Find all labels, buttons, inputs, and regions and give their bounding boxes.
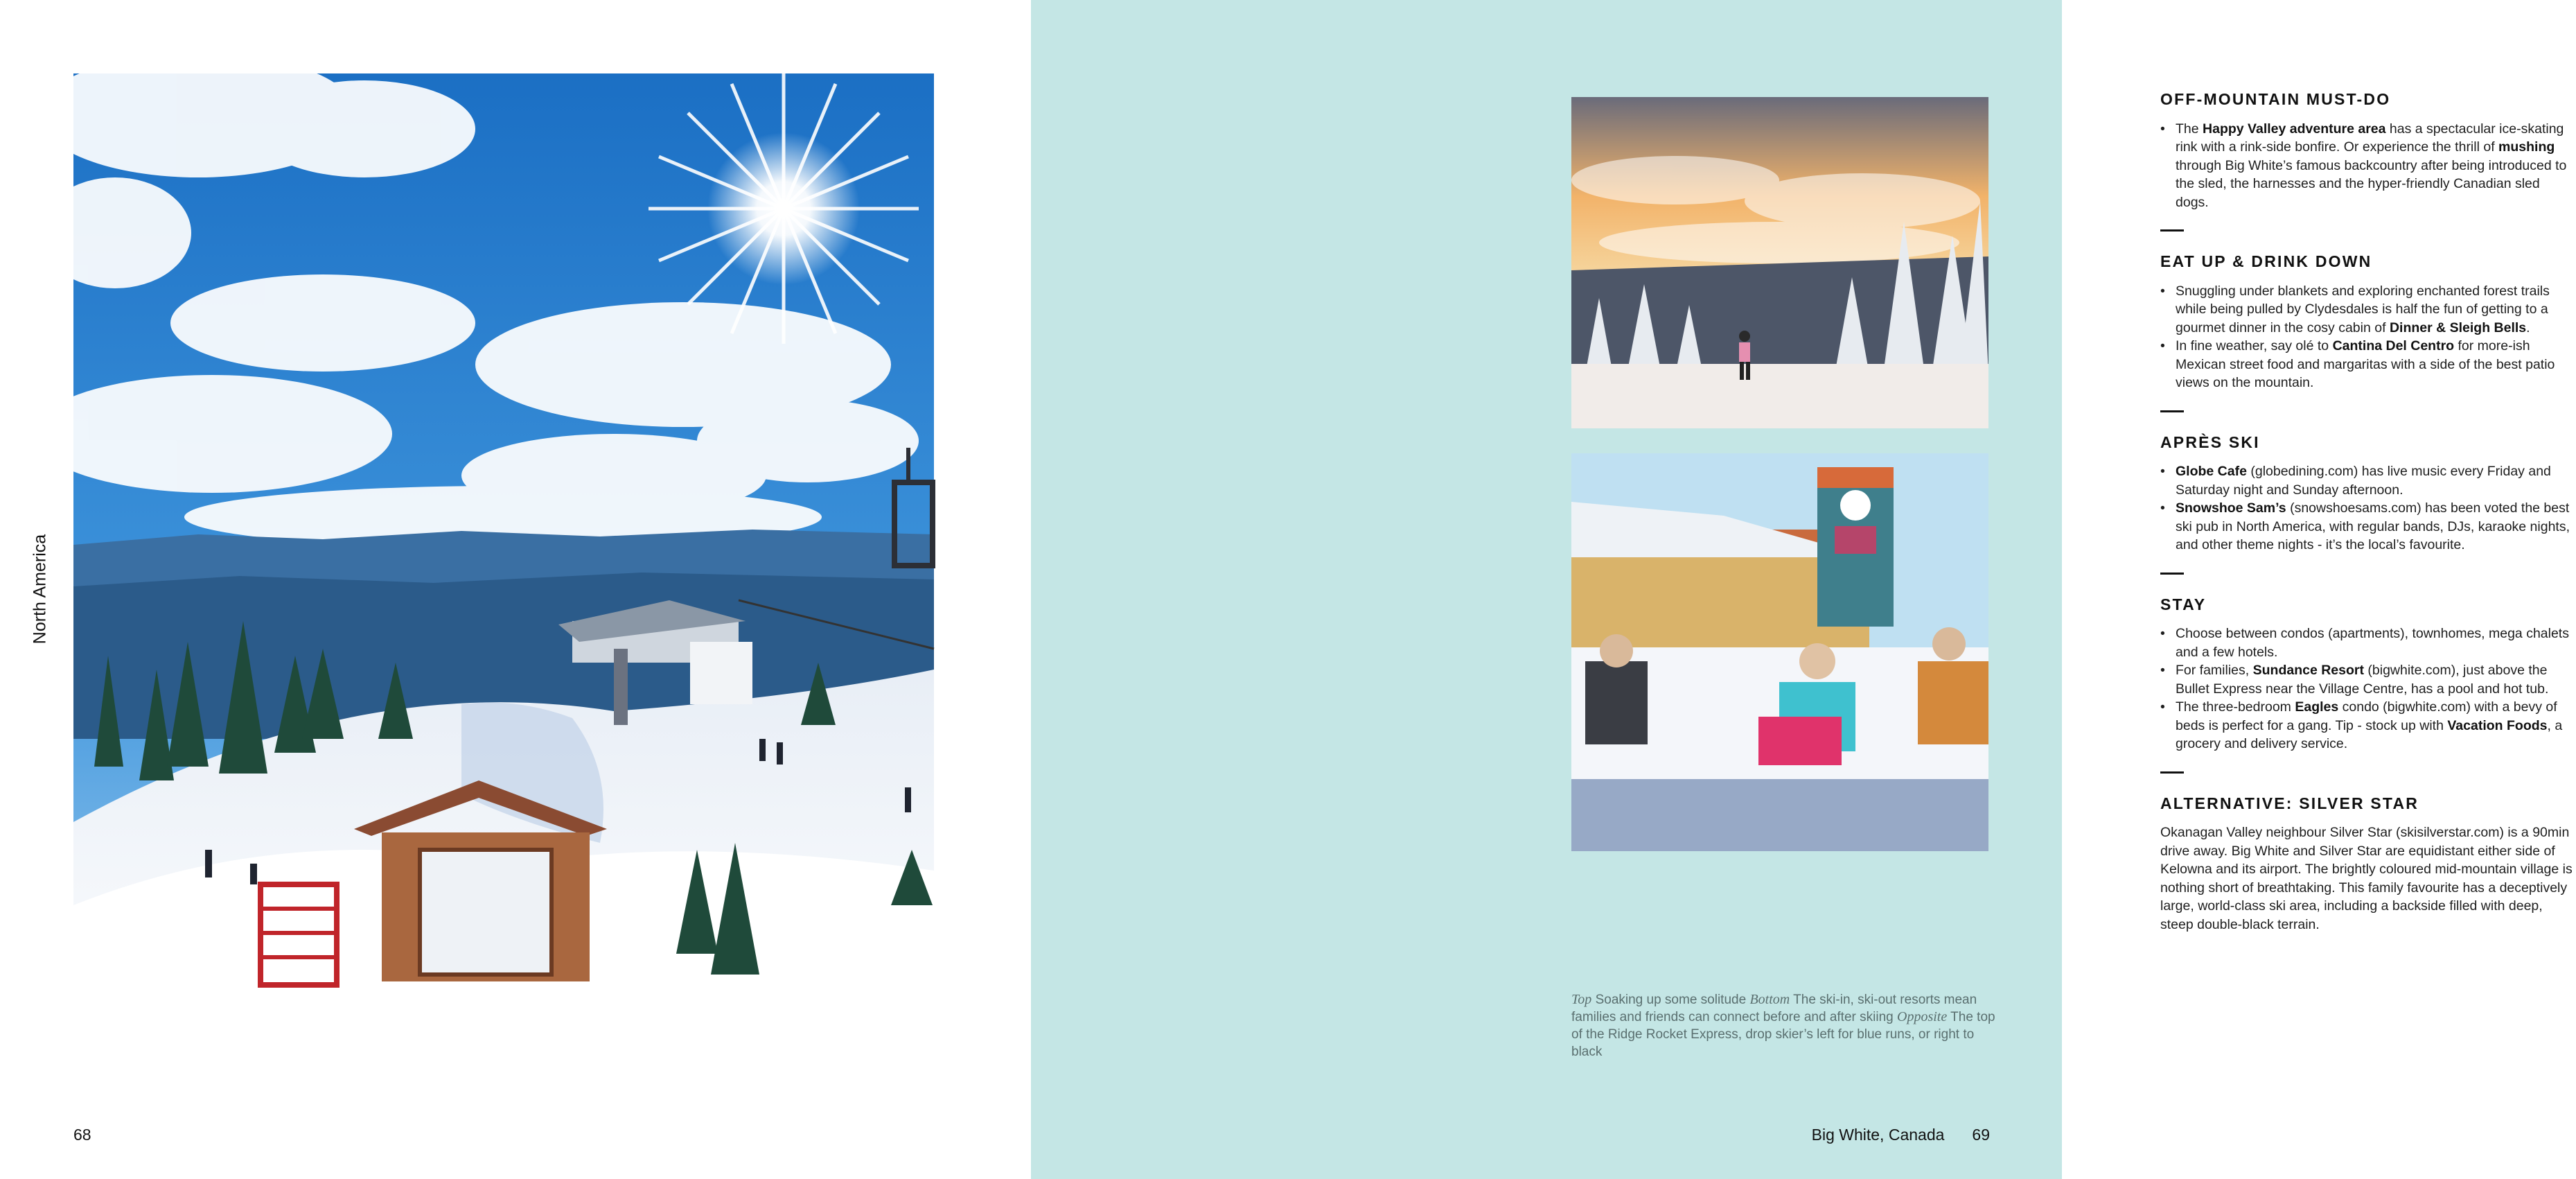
caption-bottom-text: The ski-in, ski-out resorts mean families and friends can connect before and after skiing <box>1571 993 1977 1024</box>
right-page <box>1031 0 2573 1179</box>
bullet-text: For families, <box>2176 663 2253 678</box>
bullet-text: (bigwhite.com), just above the Bullet Express near the Village Centre, has a pool and hot tub. <box>2176 663 2549 697</box>
bullet-item <box>2160 625 2576 661</box>
bullet-text: , a grocery and delivery service. <box>2176 717 2563 751</box>
section-label: North America <box>30 534 50 645</box>
bullet-text: (globedining.com) has live music every Friday and Saturday night and Sunday afternoon. <box>2176 464 2551 498</box>
bullet-item <box>2160 337 2576 392</box>
bullet-highlight: Vacation Foods <box>2447 717 2548 733</box>
bullet-list <box>2160 120 2576 212</box>
bullet-item <box>2160 661 2576 698</box>
bullet-highlight: mushing <box>2498 139 2555 155</box>
bullet-list <box>2160 462 2576 554</box>
bullet-highlight: Dinner & Sleigh Bells <box>2389 320 2527 335</box>
bullet-text: The <box>2176 121 2203 137</box>
page-number-left: 68 <box>73 1126 91 1144</box>
text-column <box>2160 90 2576 934</box>
photo-friends-village <box>1571 453 1988 851</box>
page-number-right: 69 <box>1972 1126 1990 1144</box>
bullet-text: for more-ish Mexican street food and margaritas with a side of the best patio views on the mountain. <box>2176 338 2555 390</box>
main-photo-ski-lift-summit <box>73 73 934 1097</box>
caption-opposite-label: Opposite <box>1897 1009 1948 1024</box>
bullet-list <box>2160 625 2576 753</box>
caption-bottom-label: Bottom <box>1749 992 1790 1007</box>
section-divider <box>2160 573 2184 575</box>
section-divider <box>2160 229 2184 232</box>
bullet-text: through Big White’s famous backcountry after being introduced to the sled, the harnesses and the hyper-friendly Canadian sled dogs. <box>2176 157 2567 210</box>
photo-caption <box>1571 991 2001 1060</box>
footer-right <box>1812 1126 1990 1144</box>
section-divider <box>2160 771 2184 774</box>
section-paragraph: Okanagan Valley neighbour Silver Star (skisilverstar.com) is a 90min drive away. Big White and Silver Star are equidistant either side of Kelowna and its airport. The brightly coloured mid-mountain village is nothing short of breathtaking. This family favourite has a deceptively large, world-class ski area, including a backside filled with deep, steep double-black terrain. <box>2160 825 2573 932</box>
bullet-item <box>2160 282 2576 338</box>
photo-skier-sunset <box>1571 97 1988 428</box>
bullet-highlight: Snowshoe Sam’s <box>2176 500 2286 516</box>
bullet-item <box>2160 462 2576 499</box>
caption-top-text: Soaking up some solitude <box>1591 993 1750 1007</box>
section-heading: STAY <box>2160 595 2207 613</box>
section-heading: ALTERNATIVE: SILVER STAR <box>2160 794 2419 812</box>
bullet-list <box>2160 282 2576 392</box>
bullet-highlight: Happy Valley adventure area <box>2203 121 2386 137</box>
bullet-highlight: Sundance Resort <box>2252 663 2364 678</box>
bullet-text: has a spectacular ice-skating rink with a rink-side bonfire. Or experience the thrill of <box>2176 121 2564 155</box>
bullet-item <box>2160 120 2576 212</box>
left-page <box>0 0 1031 1179</box>
bullet-item <box>2160 698 2576 753</box>
section-divider <box>2160 410 2184 412</box>
footer-location: Big White, Canada <box>1811 1126 1945 1144</box>
section-heading: OFF-MOUNTAIN MUST-DO <box>2160 90 2391 108</box>
bullet-text: The three-bedroom <box>2176 699 2295 715</box>
bullet-highlight: Globe Cafe <box>2176 464 2247 479</box>
bullet-text: (snowshoesams.com) has been voted the best ski pub in North America, with regular bands, DJs, karaoke nights, and other theme nights - it’s the local’s favourite. <box>2176 500 2570 552</box>
bullet-text: In fine weather, say olé to <box>2176 338 2333 353</box>
bullet-highlight: Cantina Del Centro <box>2332 338 2455 353</box>
bullet-text: Snuggling under blankets and exploring enchanted forest trails while being pulled by Clydesdales is half the fun of getting to a gourmet dinner in the cosy cabin of <box>2176 283 2550 335</box>
bullet-text: . <box>2526 320 2530 335</box>
bullet-item <box>2160 499 2576 554</box>
section-heading: EAT UP & DRINK DOWN <box>2160 252 2372 270</box>
bullet-highlight: Eagles <box>2295 699 2339 715</box>
bullet-text: condo (bigwhite.com) with a bevy of beds is perfect for a gang. Tip - stock up with <box>2176 699 2557 733</box>
bullet-text: Choose between condos (apartments), townhomes, mega chalets and a few hotels. <box>2176 626 2569 660</box>
section-heading: APRÈS SKI <box>2160 433 2260 451</box>
caption-opposite-text: The top of the Ridge Rocket Express, drop skier’s left for blue runs, or right to black <box>1571 1010 1995 1059</box>
caption-top-label: Top <box>1571 992 1592 1007</box>
